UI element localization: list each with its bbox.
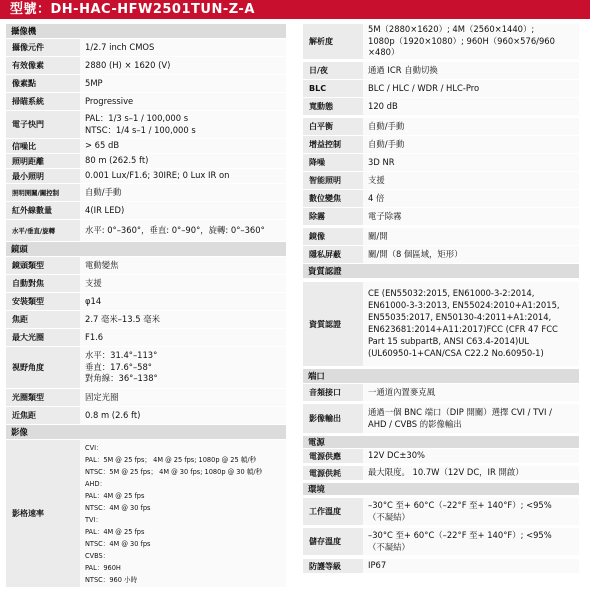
- spec-value-line: 5MP: [85, 77, 103, 88]
- spec-value: [80, 311, 286, 328]
- spec-value-line: 支援: [368, 174, 385, 185]
- spec-value-line: 1/2.7 inch CMOS: [85, 41, 155, 52]
- spec-label: 焦距: [6, 311, 80, 328]
- spec-value: [80, 220, 286, 241]
- spec-value-line: 固定光圈: [85, 391, 119, 402]
- spec-value: [80, 293, 286, 310]
- spec-value: [80, 407, 286, 424]
- spec-value: [363, 559, 579, 573]
- spec-row: [303, 190, 579, 207]
- spec-label: 白平衡: [303, 118, 363, 135]
- spec-value: [363, 404, 579, 433]
- spec-value-line: 2880 (H) × 1620 (V): [85, 59, 171, 70]
- spec-label: 安裝類型: [6, 293, 80, 310]
- spec-row: [303, 98, 579, 115]
- spec-value: [363, 118, 579, 135]
- spec-value: [363, 24, 579, 59]
- spec-value: [80, 389, 286, 406]
- spec-value-line: 電動變焦: [85, 259, 119, 270]
- spec-value-line: NTSC：5M @ 25 fps； 4M @ 30 fps; 1080p @ 30 幀/秒: [85, 467, 263, 476]
- spec-row: [6, 347, 286, 388]
- spec-value: [80, 275, 286, 292]
- spec-row: [6, 220, 286, 241]
- spec-label: 智能照明: [303, 172, 363, 189]
- spec-label: 照明開關/關控制: [6, 184, 80, 201]
- spec-value-line: F1.6: [85, 331, 104, 342]
- spec-value-line: 自動/手動: [85, 186, 122, 197]
- spec-value: [80, 329, 286, 346]
- section-header: 電源: [303, 436, 579, 448]
- spec-value-line: Part 15 subpartB, ANSI C63.4-2014)UL: [368, 335, 530, 346]
- spec-value: [363, 172, 579, 189]
- section-header: 影像: [6, 425, 286, 439]
- spec-value-line: TVI：: [85, 515, 103, 524]
- spec-value-line: φ14: [85, 295, 102, 306]
- spec-value: [363, 228, 579, 245]
- spec-label: 解析度: [303, 24, 363, 59]
- spec-value-line: 3D NR: [368, 156, 395, 167]
- section-header: 鏡頭: [6, 242, 286, 256]
- spec-value-line: 一通道內置麥克風: [368, 386, 435, 397]
- spec-label: 寬動態: [303, 98, 363, 115]
- spec-row: [303, 528, 579, 555]
- spec-label: 自動對焦: [6, 275, 80, 292]
- spec-value: [80, 57, 286, 74]
- spec-value: [80, 184, 286, 201]
- section-header: 端口: [303, 369, 579, 383]
- spec-value-line: Progressive: [85, 95, 134, 106]
- spec-row: [303, 80, 579, 97]
- spec-value-line: EN61000-3-3:2013, EN55024:2010+A1:2015,: [368, 300, 560, 311]
- spec-value: [363, 282, 579, 366]
- spec-value-line: PAL：4M @ 25 fps: [85, 527, 145, 536]
- spec-label: 電子快門: [6, 111, 80, 138]
- spec-value-line: 支援: [85, 277, 102, 288]
- spec-value-line: NTSC：960 小時: [85, 575, 138, 584]
- spec-value: [80, 111, 286, 138]
- spec-label: 信噪比: [6, 139, 80, 153]
- spec-value-line: 5M（2880×1620）; 4M（2560×1440）;: [368, 24, 535, 34]
- spec-row: [303, 404, 579, 433]
- spec-value: [363, 384, 579, 401]
- spec-value-line: EN623681:2014+A11:2017)FCC (CFR 47 FCC: [368, 324, 558, 334]
- spec-row: [6, 389, 286, 406]
- spec-row: [303, 449, 579, 463]
- spec-value: [363, 466, 579, 480]
- spec-value-line: 12V DC±30%: [368, 450, 425, 461]
- spec-value-line: 2.7 毫米–13.5 毫米: [85, 313, 160, 324]
- spec-label: 電源供應: [303, 449, 363, 463]
- spec-row: [6, 407, 286, 424]
- spec-row: [303, 172, 579, 189]
- spec-value-line: 4 倍: [368, 192, 385, 203]
- spec-row: [6, 93, 286, 110]
- spec-value-line: NTSC：4M @ 30 fps: [85, 503, 151, 512]
- spec-label: 紅外線數量: [6, 202, 80, 219]
- spec-value-line: 80 m (262.5 ft): [85, 155, 149, 166]
- spec-row: [303, 246, 579, 263]
- spec-value-line: 通過 ICR 自動切換: [368, 64, 438, 75]
- spec-value-line: PAL：1/3 s–1 / 100,000 s: [85, 112, 189, 123]
- spec-row: [6, 275, 286, 292]
- spec-value-line: 關/開（8 個區域，矩形）: [368, 248, 463, 259]
- spec-value-line: 自動/手動: [368, 120, 405, 131]
- spec-value-line: 120 dB: [368, 100, 398, 111]
- spec-label: 降噪: [303, 154, 363, 171]
- spec-row: [6, 154, 286, 168]
- spec-value: [363, 208, 579, 225]
- right-spec-column: [303, 24, 579, 574]
- spec-value-line: CVI：: [85, 443, 103, 452]
- spec-value-line: 通過一個 BNC 端口（DIP 開關）選擇 CVI / TVI /: [368, 406, 552, 417]
- spec-label: 隱私屏蔽: [303, 246, 363, 263]
- spec-label: 光圈類型: [6, 389, 80, 406]
- spec-row: [6, 202, 286, 219]
- spec-value-line: （不凝結）: [368, 511, 410, 522]
- spec-row: [303, 228, 579, 245]
- spec-value-line: AHD：: [85, 479, 107, 488]
- spec-label: 影格速率: [6, 440, 80, 587]
- spec-value-line: 對角線：36°–138°: [85, 373, 158, 384]
- spec-value: [363, 80, 579, 97]
- spec-value-line: CVBS：: [85, 551, 110, 560]
- spec-value-line: 關/開: [368, 230, 388, 241]
- spec-value: [363, 190, 579, 207]
- left-spec-column: [6, 24, 286, 588]
- spec-row: [6, 111, 286, 138]
- spec-row: [303, 24, 579, 59]
- model-title: 型號：DH-HAC-HFW2501TUN-Z-A: [0, 0, 590, 19]
- spec-value: [363, 154, 579, 171]
- spec-value-line: –30°C 至+ 60°C（–22°F 至+ 140°F）; <95%: [368, 529, 552, 540]
- spec-value-line: ×480）: [368, 47, 400, 58]
- spec-value-line: EN55035:2017, EN50130-4:2011+A1:2014,: [368, 312, 552, 323]
- spec-value: [80, 93, 286, 110]
- spec-row: [303, 118, 579, 135]
- spec-row: [303, 208, 579, 225]
- spec-row: [6, 293, 286, 310]
- spec-label: 近焦距: [6, 407, 80, 424]
- spec-label: 最小照明: [6, 169, 80, 183]
- spec-value-line: 垂直：17.6°–58°: [85, 361, 152, 372]
- spec-value-line: 電子除霧: [368, 210, 402, 221]
- spec-row: [6, 184, 286, 201]
- spec-value: [363, 528, 579, 555]
- spec-label: 防護等級: [303, 559, 363, 573]
- spec-value: [80, 202, 286, 219]
- spec-value-line: > 65 dB: [85, 140, 120, 151]
- spec-label: 攝像元件: [6, 39, 80, 56]
- spec-label: 日/夜: [303, 62, 363, 79]
- spec-value-line: –30°C 至+ 60°C（–22°F 至+ 140°F）; <95%: [368, 499, 552, 510]
- spec-label: 鏡頭類型: [6, 257, 80, 274]
- spec-label: 像素點: [6, 75, 80, 92]
- spec-value-line: 自動/手動: [368, 138, 405, 149]
- spec-value-line: 0.8 m (2.6 ft): [85, 409, 141, 420]
- spec-row: [6, 75, 286, 92]
- spec-value: [363, 98, 579, 115]
- section-header: 環境: [303, 483, 579, 495]
- spec-row: [303, 559, 579, 573]
- spec-label: 視野角度: [6, 347, 80, 388]
- spec-label: 鏡像: [303, 228, 363, 245]
- spec-value-line: CE (EN55032:2015, EN61000-3-2:2014,: [368, 288, 535, 299]
- spec-row: [303, 154, 579, 171]
- spec-row: [6, 329, 286, 346]
- spec-label: 除霧: [303, 208, 363, 225]
- spec-value-line: PAL：960H: [85, 563, 121, 572]
- spec-label: 電源供耗: [303, 466, 363, 480]
- spec-value: [363, 449, 579, 463]
- spec-label: 照明距離: [6, 154, 80, 168]
- spec-value-line: AHD / CVBS 的影像輸出: [368, 418, 462, 429]
- spec-value: [80, 440, 286, 587]
- spec-value: [80, 169, 286, 183]
- spec-value-line: PAL：5M @ 25 fps； 4M @ 25 fps; 1080p @ 25 幀/秒: [85, 455, 257, 464]
- spec-value-line: 0.001 Lux/F1.6; 30IRE; 0 Lux IR on: [85, 170, 230, 181]
- spec-value-line: IP67: [368, 560, 387, 571]
- spec-value: [363, 246, 579, 263]
- spec-value: [80, 75, 286, 92]
- spec-row: [6, 139, 286, 153]
- spec-value-line: 最大限度。 10.7W（12V DC，IR 開啟）: [368, 467, 524, 478]
- spec-value-line: 4(IR LED): [85, 204, 125, 215]
- spec-value: [80, 39, 286, 56]
- spec-label: 影像輸出: [303, 404, 363, 433]
- spec-value-line: 水平: 0°–360°，垂直: 0°–90°，旋轉: 0°–360°: [85, 224, 265, 235]
- spec-label: 有效像素: [6, 57, 80, 74]
- spec-value-line: BLC / HLC / WDR / HLC-Pro: [368, 82, 480, 93]
- spec-row: [303, 384, 579, 401]
- spec-row: [303, 62, 579, 79]
- spec-row: [6, 311, 286, 328]
- spec-row: [303, 466, 579, 480]
- spec-value: [80, 257, 286, 274]
- section-header: 攝像機: [6, 24, 286, 38]
- spec-label: 資質認證: [303, 282, 363, 366]
- spec-label: 增益控制: [303, 136, 363, 153]
- spec-value-line: 1080p（1920×1080）; 960H（960×576/960: [368, 35, 555, 46]
- spec-label: 水平/垂直/旋轉: [6, 220, 80, 241]
- spec-value: [80, 139, 286, 153]
- spec-row: [6, 440, 286, 587]
- spec-value: [363, 62, 579, 79]
- spec-label: 儲存溫度: [303, 528, 363, 555]
- spec-value: [80, 347, 286, 388]
- spec-label: 音頻接口: [303, 384, 363, 401]
- spec-value-line: NTSC：1/4 s–1 / 100,000 s: [85, 124, 196, 135]
- spec-label: 工作溫度: [303, 498, 363, 525]
- spec-row: [6, 257, 286, 274]
- spec-value: [80, 154, 286, 168]
- spec-value-line: 水平：31.4°–113°: [85, 349, 158, 360]
- spec-value: [363, 498, 579, 525]
- spec-label: 掃瞄系統: [6, 93, 80, 110]
- spec-row: [303, 282, 579, 366]
- spec-label: BLC: [303, 80, 363, 97]
- spec-value-line: NTSC：4M @ 30 fps: [85, 539, 151, 548]
- section-header: 資質認證: [303, 264, 579, 278]
- spec-row: [6, 169, 286, 183]
- spec-value-line: （不凝結）: [368, 541, 410, 552]
- spec-row: [303, 136, 579, 153]
- spec-value: [363, 136, 579, 153]
- spec-row: [6, 39, 286, 56]
- spec-value-line: (UL60950-1+CAN/CSA C22.2 No.60950-1): [368, 347, 544, 358]
- spec-label: 數位變焦: [303, 190, 363, 207]
- spec-value-line: PAL：4M @ 25 fps: [85, 491, 145, 500]
- spec-label: 最大光圈: [6, 329, 80, 346]
- spec-row: [303, 498, 579, 525]
- spec-row: [6, 57, 286, 74]
